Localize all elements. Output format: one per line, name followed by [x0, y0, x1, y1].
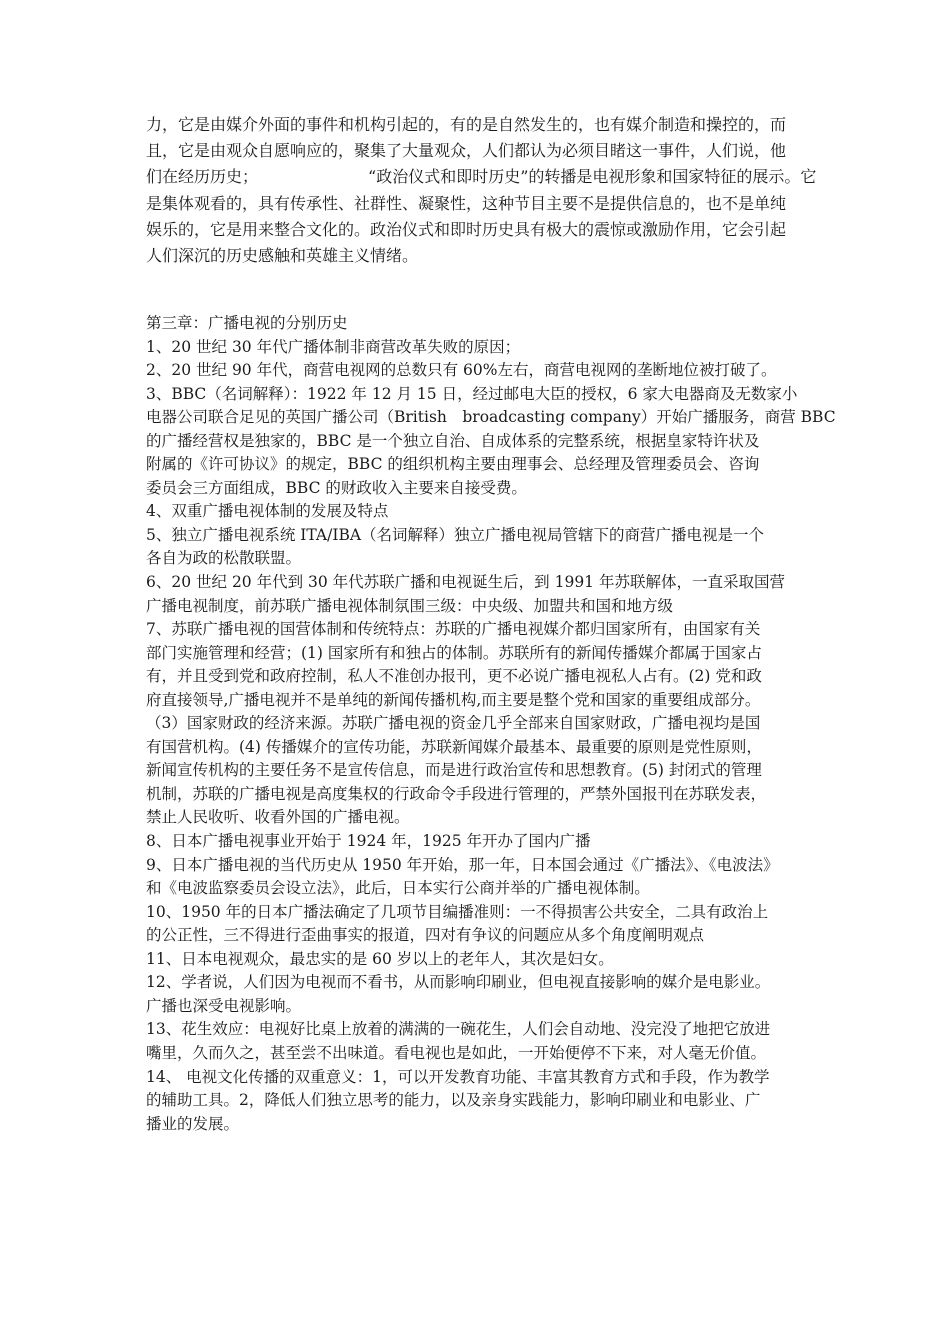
chapter-section — [146, 312, 836, 1136]
text-line: 9、日本广播电视的当代历史从 1950 年开始，那一年，日本国会通过《广播法》、《电波法》 — [146, 855, 779, 874]
text-line: 委员会三方面组成，BBC 的财政收入主要来自接受费。 — [146, 478, 527, 497]
text-line: 13、花生效应：电视好比桌上放着的满满的一碗花生，人们会自动地、没完没了地把它放进 — [146, 1020, 771, 1039]
text-line: 4、双重广播电视体制的发展及特点 — [146, 502, 389, 521]
text-line: 力，它是由媒介外面的事件和机构引起的，有的是自然发生的，也有媒介制造和操控的，而 — [146, 115, 787, 134]
text-line: 10、1950 年的日本广播法确定了几项节目编播准则：一不得损害公共安全，二具有政治上 — [146, 902, 769, 921]
text-line: 有国营机构。(4) 传播媒介的宣传功能，苏联新闻媒介最基本、最重要的原则是党性原则， — [146, 737, 762, 756]
text-line: 12、学者说，人们因为电视而不看书，从而影响印刷业，但电视直接影响的媒介是电影业。 — [146, 973, 771, 992]
text-line: 8、日本广播电视事业开始于 1924 年，1925 年开办了国内广播 — [146, 832, 591, 851]
text-line: 2、20 世纪 90 年代，商营电视网的总数只有 60%左右，商营电视网的垄断地位被打破了。 — [146, 361, 777, 380]
text-line: 5、独立广播电视系统 ITA/IBA（名词解释）独立广播电视局管辖下的商营广播电视是一个 — [146, 525, 765, 544]
text-line: 的公正性，三不得进行歪曲事实的报道，四对有争议的问题应从多个角度阐明观点 — [146, 926, 705, 945]
text-fragment: 们在经历历史； — [146, 167, 259, 187]
text-line: 部门实施管理和经营；(1) 国家所有和独占的体制。苏联所有的新闻传播媒介都属于国家占 — [146, 643, 762, 662]
chapter-title: 第三章：广播电视的分别历史 — [146, 314, 348, 332]
text-fragment: “政治仪式和即时历史”的转播是电视形象和国家特征的展示。它 — [368, 167, 817, 187]
text-line: 是集体观看的，具有传承性、社群性、凝聚性，这种节目主要不是提供信息的，也不是单纯 — [146, 193, 787, 213]
text-line: 的辅助工具。2，降低人们独立思考的能力，以及亲身实践能力，影响印刷业和电影业、广 — [146, 1091, 761, 1110]
text-line: 的广播经营权是独家的，BBC 是一个独立自治、自成体系的完整系统，根据皇家特许状及 — [146, 431, 760, 450]
text-line: 且，它是由观众自愿响应的，聚集了大量观众，人们都认为必须目睹这一事件，人们说，他 — [146, 141, 787, 161]
text-line: 6、20 世纪 20 年代到 30 年代苏联广播和电视诞生后，到 1991 年苏联解体，一直采取国营 — [146, 573, 785, 592]
text-line: 娱乐的，它是用来整合文化的。政治仪式和即时历史具有极大的震惊或激励作用，它会引起 — [146, 219, 787, 239]
text-line: 广播电视制度，前苏联广播电视体制氛围三级：中央级、加盟共和国和地方级 — [146, 596, 674, 615]
text-line: 府直接领导,广播电视并不是单纯的新闻传播机构,而主要是整个党和国家的重要组成部分。 — [146, 690, 761, 709]
text-line: 7、苏联广播电视的国营体制和传统特点：苏联的广播电视媒介都归国家所有，由国家有关 — [146, 620, 761, 639]
text-line: （3）国家财政的经济来源。苏联广播电视的资金几乎全部来自国家财政，广播电视均是国 — [146, 714, 761, 733]
text-line: 禁止人民收听、收看外国的广播电视。 — [146, 808, 410, 827]
text-line: 3、BBC（名词解释）：1922 年 12 月 15 日，经过邮电大臣的授权，6 家大电器商及无数家小 — [146, 384, 798, 403]
text-line: 各自为政的松散联盟。 — [146, 549, 302, 568]
text-line: 广播也深受电视影响。 — [146, 996, 302, 1015]
text-line: 有，并且受到党和政府控制，私人不准创办报刊，更不必说广播电视私人占有。(2) 党和政 — [146, 667, 762, 686]
intro-paragraph — [146, 112, 817, 269]
text-line: 人们深沉的历史感触和英雄主义情绪。 — [146, 245, 419, 265]
text-line: 附属的《许可协议》的规定，BBC 的组织机构主要由理事会、总经理及管理委员会、咨询 — [146, 455, 760, 474]
text-line-split — [146, 164, 817, 190]
text-line: 14、 电视文化传播的双重意义：1，可以开发教育功能、丰富其教育方式和手段，作为教学 — [146, 1067, 770, 1086]
text-line: 电器公司联合足见的英国广播公司（British broadcasting company）开始广播服务，商营 BBC — [146, 408, 836, 427]
text-line: 和《电波监察委员会设立法》，此后，日本实行公商并举的广播电视体制。 — [146, 879, 650, 898]
text-line: 1、20 世纪 30 年代广播体制非商营改革失败的原因； — [146, 337, 521, 356]
text-line: 11、日本电视观众，最忠实的是 60 岁以上的老年人，其次是妇女。 — [146, 949, 614, 968]
text-line: 播业的发展。 — [146, 1114, 240, 1133]
text-line: 新闻宣传机构的主要任务不是宣传信息，而是进行政治宣传和思想教育。(5) 封闭式的管理 — [146, 761, 762, 780]
text-line: 机制，苏联的广播电视是高度集权的行政命令手段进行管理的，严禁外国报刊在苏联发表， — [146, 784, 767, 803]
text-line: 嘴里，久而久之，甚至尝不出味道。看电视也是如此，一开始便停不下来，对人毫无价值。 — [146, 1043, 767, 1062]
